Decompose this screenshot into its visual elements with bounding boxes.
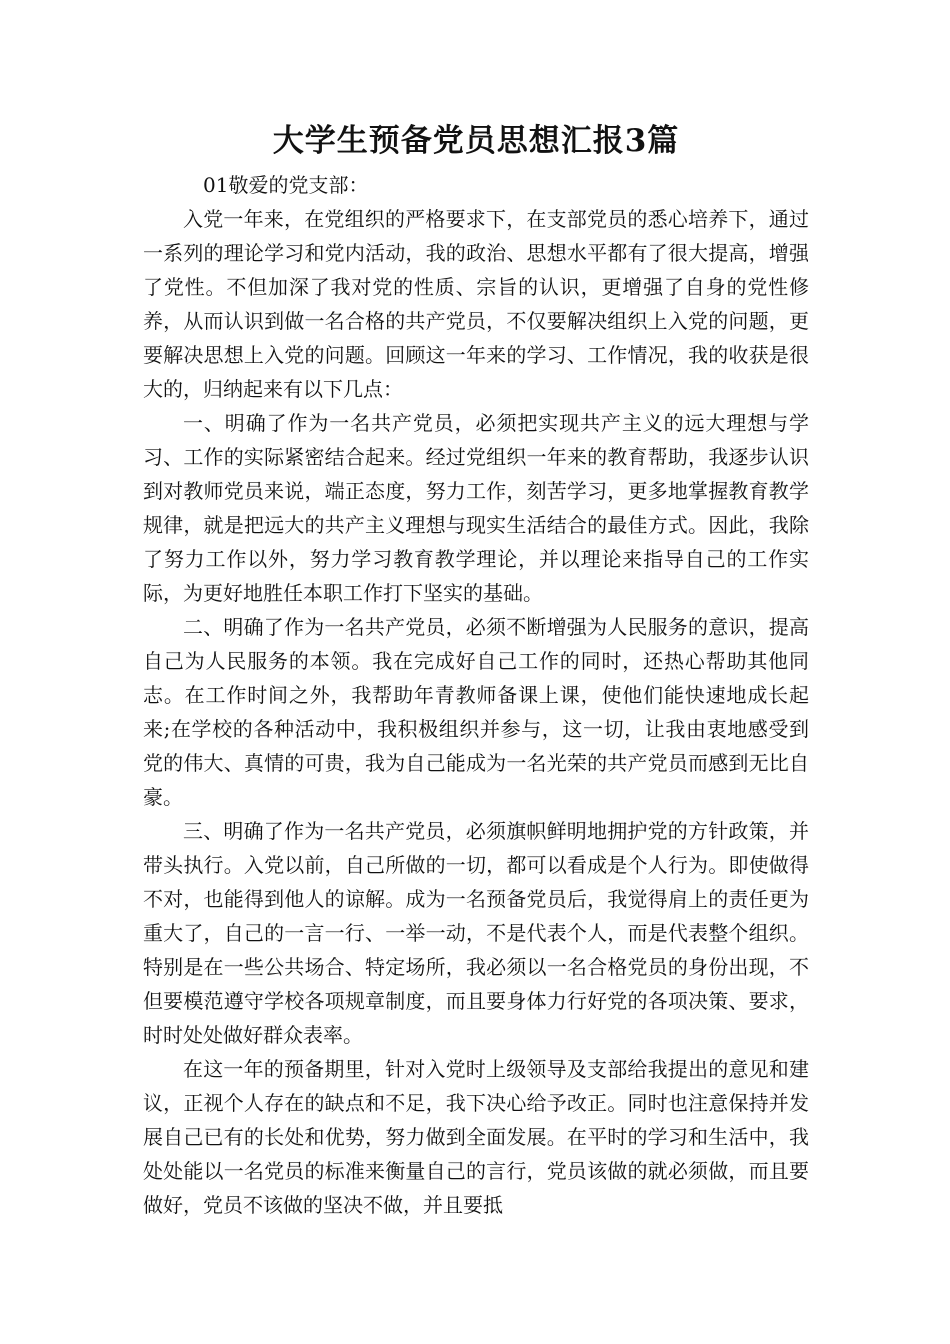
paragraph-intro: 入党一年来，在党组织的严格要求下，在支部党员的悉心培养下，通过一系列的理论学习和党内活动，我的政治、思想水平都有了很大提高，增强了党性。不但加深了我对党的性质、宗旨的认识，更增强了自身的党性修养，从而认识到做一名合格的共产党员，不仅要解决组织上入党的问题，更要解决思想上入党的问题。回顾这一年来的学习、工作情况，我的收获是很大的，归纳起来有以下几点：	[143, 207, 809, 401]
paragraph-point-three: 三、明确了作为一名共产党员，必须旗帜鲜明地拥护党的方针政策，并带头执行。入党以前，自己所做的一切，都可以看成是个人行为。即使做得不对，也能得到他人的谅解。成为一名预备党员后，我觉得肩上的责任更为重大了，自己的一言一行、一举一动，不是代表个人，而是代表整个组织。特别是在一些公共场合、特定场所，我必须以一名合格党员的身份出现，不但要模范遵守学校各项规章制度，而且要身体力行好党的各项决策、要求，时时处处做好群众表率。	[143, 819, 809, 1047]
paragraph-probation: 在这一年的预备期里，针对入党时上级领导及支部给我提出的意见和建议，正视个人存在的缺点和不足，我下决心给予改正。同时也注意保持并发展自己已有的长处和优势，努力做到全面发展。在平时的学习和生活中，我处处能以一名党员的标准来衡量自己的言行，党员该做的就必须做，而且要做好，党员不该做的坚决不做，并且要抵	[143, 1057, 809, 1217]
document-title: 大学生预备党员思想汇报3篇	[272, 123, 680, 159]
paragraph-point-one: 一、明确了作为一名共产党员，必须把实现共产主义的远大理想与学习、工作的实际紧密结合起来。经过党组织一年来的教育帮助，我逐步认识到对教师党员来说，端正态度，努力工作，刻苦学习，更多地掌握教育教学规律，就是把远大的共产主义理想与现实生活结合的最佳方式。因此，我除了努力工作以外，努力学习教育教学理论，并以理论来指导自己的工作实际，为更好地胜任本职工作打下坚实的基础。	[143, 411, 809, 605]
document-page	[143, 118, 809, 1222]
paragraph-point-two: 二、明确了作为一名共产党员，必须不断增强为人民服务的意识，提高自己为人民服务的本领。我在完成好自己工作的同时，还热心帮助其他同志。在工作时间之外，我帮助年青教师备课上课，使他们能快速地成长起来;在学校的各种活动中，我积极组织并参与，这一切，让我由衷地感受到党的伟大、真情的可贵，我为自己能成为一名光荣的共产党员而感到无比自豪。	[143, 615, 809, 809]
salutation: 01敬爱的党支部：	[203, 173, 369, 197]
